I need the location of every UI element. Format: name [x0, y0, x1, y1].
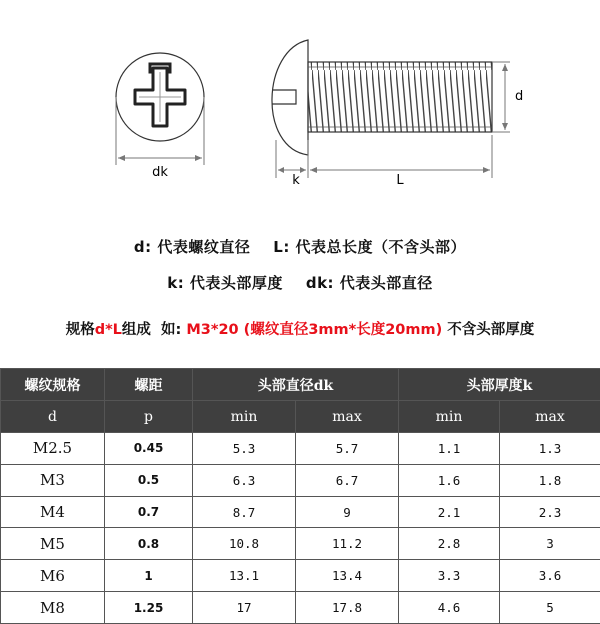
- header-d: d: [1, 401, 105, 433]
- screw-side-view: [272, 40, 510, 178]
- cell-pitch: 1.25: [105, 592, 193, 624]
- spec-mid: 组成 如:: [121, 322, 187, 338]
- cell-size: M5: [1, 528, 105, 560]
- cell-k-min: 1.1: [399, 433, 500, 465]
- cell-dk-max: 9: [296, 496, 399, 528]
- table-row: [1, 528, 600, 560]
- cell-k-max: 3.6: [500, 560, 600, 592]
- table-row: [1, 496, 600, 528]
- cell-pitch: 0.5: [105, 464, 193, 496]
- header-dk-max: max: [296, 401, 399, 433]
- cell-k-max: 3: [500, 528, 600, 560]
- cell-k-max: 1.8: [500, 464, 600, 496]
- spec-prefix: 规格: [65, 322, 95, 338]
- header-k-max: max: [500, 401, 600, 433]
- spec-example-line: [0, 318, 600, 339]
- dim-dk-label: dk: [152, 165, 168, 180]
- cell-pitch: 0.8: [105, 528, 193, 560]
- cell-size: M8: [1, 592, 105, 624]
- cell-k-min: 2.1: [399, 496, 500, 528]
- header-p: p: [105, 401, 193, 433]
- spec-suffix: 不含头部厚度: [442, 322, 535, 338]
- header-pitch: 螺距: [105, 369, 193, 401]
- spec-table: [0, 368, 600, 624]
- cell-dk-min: 5.3: [193, 433, 296, 465]
- table-row: [1, 464, 600, 496]
- cell-k-max: 5: [500, 592, 600, 624]
- cell-pitch: 0.7: [105, 496, 193, 528]
- header-dk-min: min: [193, 401, 296, 433]
- legend-L: L: 代表总长度（不含头部）: [273, 238, 467, 256]
- cell-dk-min: 10.8: [193, 528, 296, 560]
- legend-line-1: [0, 236, 600, 257]
- dim-d-label: d: [515, 89, 524, 104]
- header-k-min: min: [399, 401, 500, 433]
- head-front-view: [116, 53, 204, 165]
- cell-size: M2.5: [1, 433, 105, 465]
- cell-dk-max: 13.4: [296, 560, 399, 592]
- cell-dk-min: 17: [193, 592, 296, 624]
- cell-size: M6: [1, 560, 105, 592]
- cell-k-min: 3.3: [399, 560, 500, 592]
- legend-k: k: 代表头部厚度: [167, 274, 283, 292]
- cell-dk-max: 6.7: [296, 464, 399, 496]
- table-row: [1, 560, 600, 592]
- cell-pitch: 0.45: [105, 433, 193, 465]
- cell-k-max: 2.3: [500, 496, 600, 528]
- cell-dk-min: 13.1: [193, 560, 296, 592]
- dim-L-label: L: [396, 173, 404, 188]
- cell-k-min: 1.6: [399, 464, 500, 496]
- dim-k-label: k: [292, 173, 300, 188]
- cell-k-min: 2.8: [399, 528, 500, 560]
- cell-dk-max: 17.8: [296, 592, 399, 624]
- cell-pitch: 1: [105, 560, 193, 592]
- cell-dk-min: 8.7: [193, 496, 296, 528]
- cell-size: M3: [1, 464, 105, 496]
- cell-size: M4: [1, 496, 105, 528]
- cell-dk-max: 5.7: [296, 433, 399, 465]
- legend-dk: dk: 代表头部直径: [305, 274, 433, 292]
- table-row: [1, 433, 600, 465]
- spec-example: M3*20 (螺纹直径3mm*长度20mm): [186, 322, 443, 338]
- table-row: [1, 592, 600, 624]
- legend-d: d: 代表螺纹直径: [133, 238, 251, 256]
- header-head-diameter: 头部直径dk: [193, 369, 399, 401]
- cell-dk-min: 6.3: [193, 464, 296, 496]
- header-thread: 螺纹规格: [1, 369, 105, 401]
- spec-formula: d*L: [94, 322, 122, 338]
- cell-k-min: 4.6: [399, 592, 500, 624]
- cell-dk-max: 11.2: [296, 528, 399, 560]
- header-head-thickness: 头部厚度k: [399, 369, 600, 401]
- cell-k-max: 1.3: [500, 433, 600, 465]
- screw-drawing: [0, 0, 600, 200]
- legend-line-2: [0, 272, 600, 293]
